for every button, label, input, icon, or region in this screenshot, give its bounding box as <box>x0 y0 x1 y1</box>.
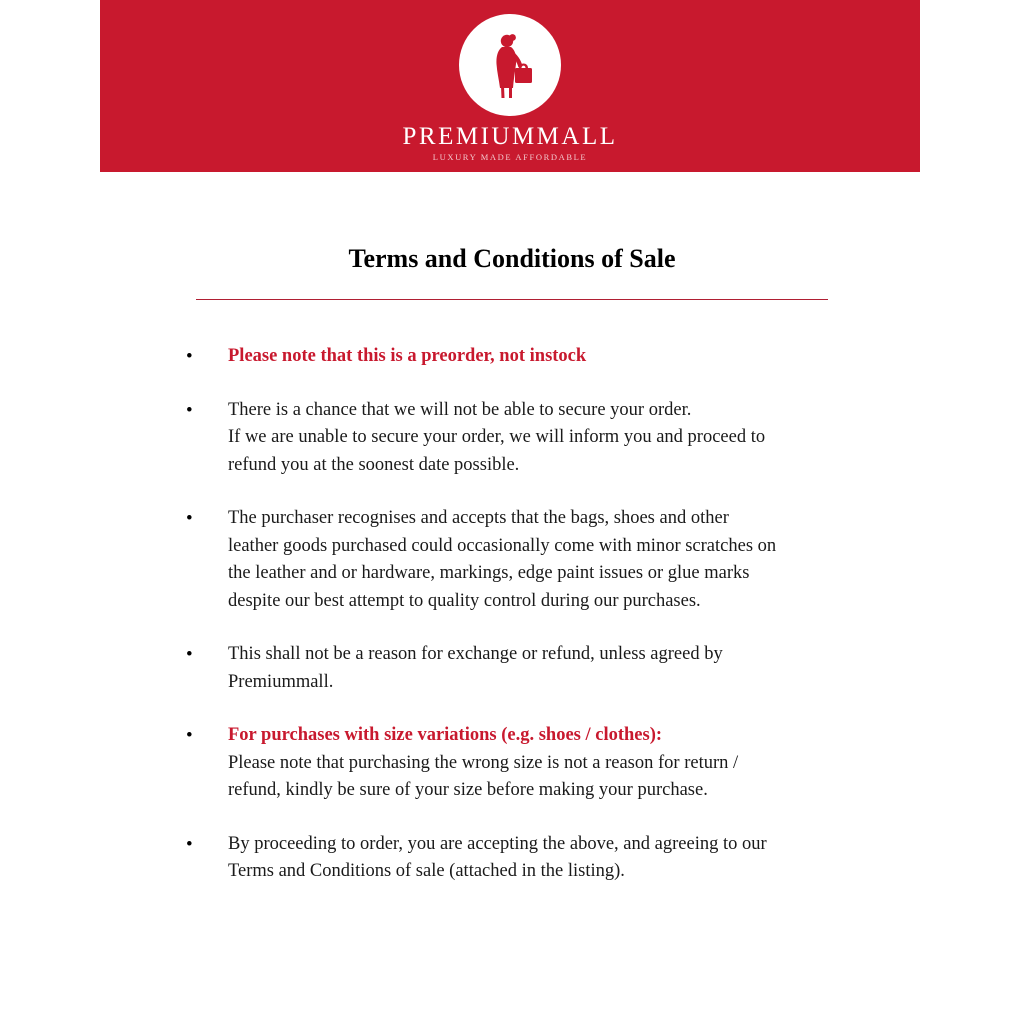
woman-with-handbag-icon <box>459 14 561 116</box>
text-line: There is a chance that we will not be able to secure your order. <box>228 399 692 420</box>
bullet-marker: • <box>186 346 193 367</box>
text-line: Please note that this is a preorder, not instock <box>228 346 587 366</box>
text-line: leather goods purchased could occasionally come with minor scratches on <box>228 535 777 556</box>
logo-block <box>402 14 617 162</box>
list-item-text <box>228 641 842 696</box>
bullet-marker: • <box>186 508 193 529</box>
list-item <box>182 831 842 886</box>
bullet-marker: • <box>186 644 193 665</box>
text-line: despite our best attempt to quality control during our purchases. <box>228 590 701 611</box>
text-line: the leather and or hardware, markings, edge paint issues or glue marks <box>228 563 750 583</box>
text-line: This shall not be a reason for exchange or refund, unless agreed by <box>228 644 723 664</box>
bullet-marker: • <box>186 833 193 855</box>
bullet-marker: • <box>186 725 193 746</box>
list-item <box>182 397 842 480</box>
list-item <box>182 505 842 615</box>
list-item <box>182 722 842 805</box>
list-item <box>182 343 842 371</box>
list-item-text <box>228 831 842 886</box>
page-title: Terms and Conditions of Sale <box>348 244 676 273</box>
text-line: The purchaser recognises and accepts that the bags, shoes and other <box>228 508 729 528</box>
text-line: Terms and Conditions of sale (attached in the listing). <box>228 861 625 881</box>
list-item-text <box>228 722 842 805</box>
list-item-text <box>228 397 842 480</box>
terms-list <box>182 300 842 886</box>
document-body <box>0 172 1024 912</box>
list-item-text <box>228 343 842 371</box>
list-item-text <box>228 505 842 615</box>
brand-banner <box>100 0 920 172</box>
text-line: refund, kindly be sure of your size before making your purchase. <box>228 780 708 800</box>
text-line: Please note that purchasing the wrong size is not a reason for return / <box>228 752 739 773</box>
text-line: If we are unable to secure your order, we will inform you and proceed to <box>228 427 766 447</box>
brand-name: PREMIUMMALL <box>402 123 618 151</box>
text-line: By proceeding to order, you are accepting the above, and agreeing to our <box>228 833 767 854</box>
brand-tagline: LUXURY MADE AFFORDABLE <box>432 152 588 163</box>
text-line: For purchases with size variations (e.g. shoes / clothes): <box>228 725 663 745</box>
bullet-marker: • <box>186 399 193 421</box>
text-line: Premiummall. <box>228 671 334 692</box>
list-item <box>182 641 842 696</box>
text-line: refund you at the soonest date possible. <box>228 454 520 475</box>
